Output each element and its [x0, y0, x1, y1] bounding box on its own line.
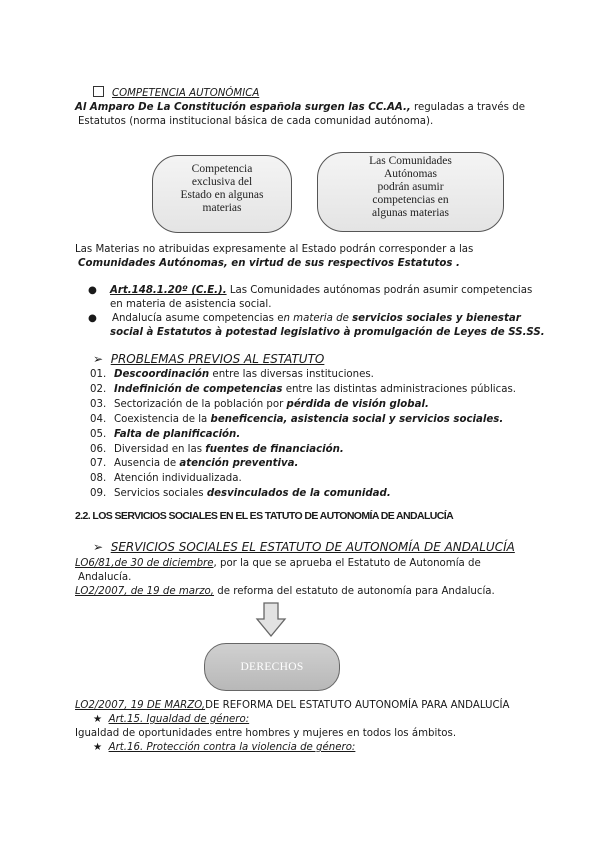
art-16-line: ★ Art.16. Protección contra la violencia de género: [93, 742, 356, 753]
intro-line-2: Estatutos (norma institucional básica de cada comunidad autónoma). [78, 116, 434, 127]
pill-right-line: Las Comunidades [369, 155, 452, 167]
problems-title: ➢ PROBLEMAS PREVIOS AL ESTATUTO [93, 352, 325, 366]
checkbox-icon [93, 86, 104, 97]
bullet-1-line-2: en materia de asistencia social. [110, 299, 272, 310]
pill-left-line: Estado en algunas [180, 189, 264, 201]
list-item: 01. Descoordinación entre las diversas instituciones. [90, 369, 374, 380]
section-heading-2-2: 2.2. LOS SERVICIOS SOCIALES EN EL ES TATUTO DE AUTONOMÍA DE ANDALUCÍA [75, 510, 454, 522]
art-15-text: Igualdad de oportunidades entre hombres y mujeres en todos los ámbitos. [75, 728, 457, 739]
list-item: 05. Falta de planificación. [90, 428, 241, 440]
arrowhead-icon: ➢ [93, 540, 104, 554]
list-item: 03. Sectorización de la población por pérdida de visión global. [90, 398, 429, 410]
materias-line-2: Comunidades Autónomas, en virtud de sus respectivos Estatutos . [78, 258, 460, 269]
bullet-2-line-2: social à Estatutos à potestad legislativo à promulgación de Leyes de SS.SS. [110, 327, 545, 338]
pill-right-line: Autónomas [383, 168, 438, 180]
materias-line-1: Las Materias no atribuidas expresamente al Estado podrán corresponder a las [75, 244, 474, 255]
derechos-pill: DERECHOS [204, 643, 340, 691]
lo-2-2007-title: LO2/2007, 19 DE MARZO,DE REFORMA DEL ESTATUTO AUTONOMÍA PARA ANDALUCÍA [75, 700, 510, 711]
star-icon: ★ [93, 742, 103, 753]
lo-2-2007-line: LO2/2007, de 19 de marzo, de reforma del estatuto de autonomía para Andalucía. [75, 586, 495, 597]
bullet-dot: ● [88, 313, 97, 324]
bullet-dot: ● [88, 285, 97, 296]
pill-right-line: algunas materias [372, 207, 449, 219]
list-item: 09. Servicios sociales desvinculados de la comunidad. [90, 488, 391, 500]
list-item: 02. Indefinición de competencias entre las distintas administraciones públicas. [90, 383, 517, 395]
pill-right-line: competencias en [372, 194, 449, 206]
star-icon: ★ [93, 714, 103, 725]
list-item: 04. Coexistencia de la beneficencia, asistencia social y servicios sociales. [90, 413, 504, 425]
lo-6-81-line: LO6/81,de 30 de diciembre, por la que se aprueba el Estatuto de Autonomía de [75, 558, 481, 569]
arrowhead-icon: ➢ [93, 352, 104, 366]
problems-list [90, 368, 516, 502]
list-item: 06. Diversidad en las fuentes de financiación. [90, 443, 344, 455]
pill-left-line: Competencia [191, 163, 253, 175]
pill-left-line: materias [202, 202, 242, 214]
list-item: 08. Atención individualizada. [90, 473, 242, 485]
pill-left-line: exclusiva del [191, 176, 253, 188]
list-item: 07. Ausencia de atención preventiva. [90, 458, 299, 470]
art-15-line: ★ Art.15. Igualdad de género: [93, 714, 250, 725]
section-title-competencia: COMPETENCIA AUTONÓMICA [93, 86, 259, 100]
bullet-1: Art.148.1.20º (C.E.). Las Comunidades autónomas podrán asumir competencias [110, 285, 533, 296]
pill-competencia-estado [152, 155, 292, 233]
servicios-subtitle: ➢ SERVICIOS SOCIALES EL ESTATUTO DE AUTONOMÍA DE ANDALUCÍA [93, 540, 515, 554]
pill-comunidades-autonomas [317, 152, 504, 232]
pill-right-line: podrán asumir [377, 181, 444, 193]
bullet-2: Andalucía asume competencias en materia de servicios sociales y bienestar [112, 313, 521, 324]
down-arrow-icon [255, 602, 287, 638]
lo-6-81-line-2: Andalucía. [78, 572, 132, 583]
intro-line-1: Al Amparo De La Constitución española surgen las CC.AA., reguladas a través de [75, 102, 525, 113]
